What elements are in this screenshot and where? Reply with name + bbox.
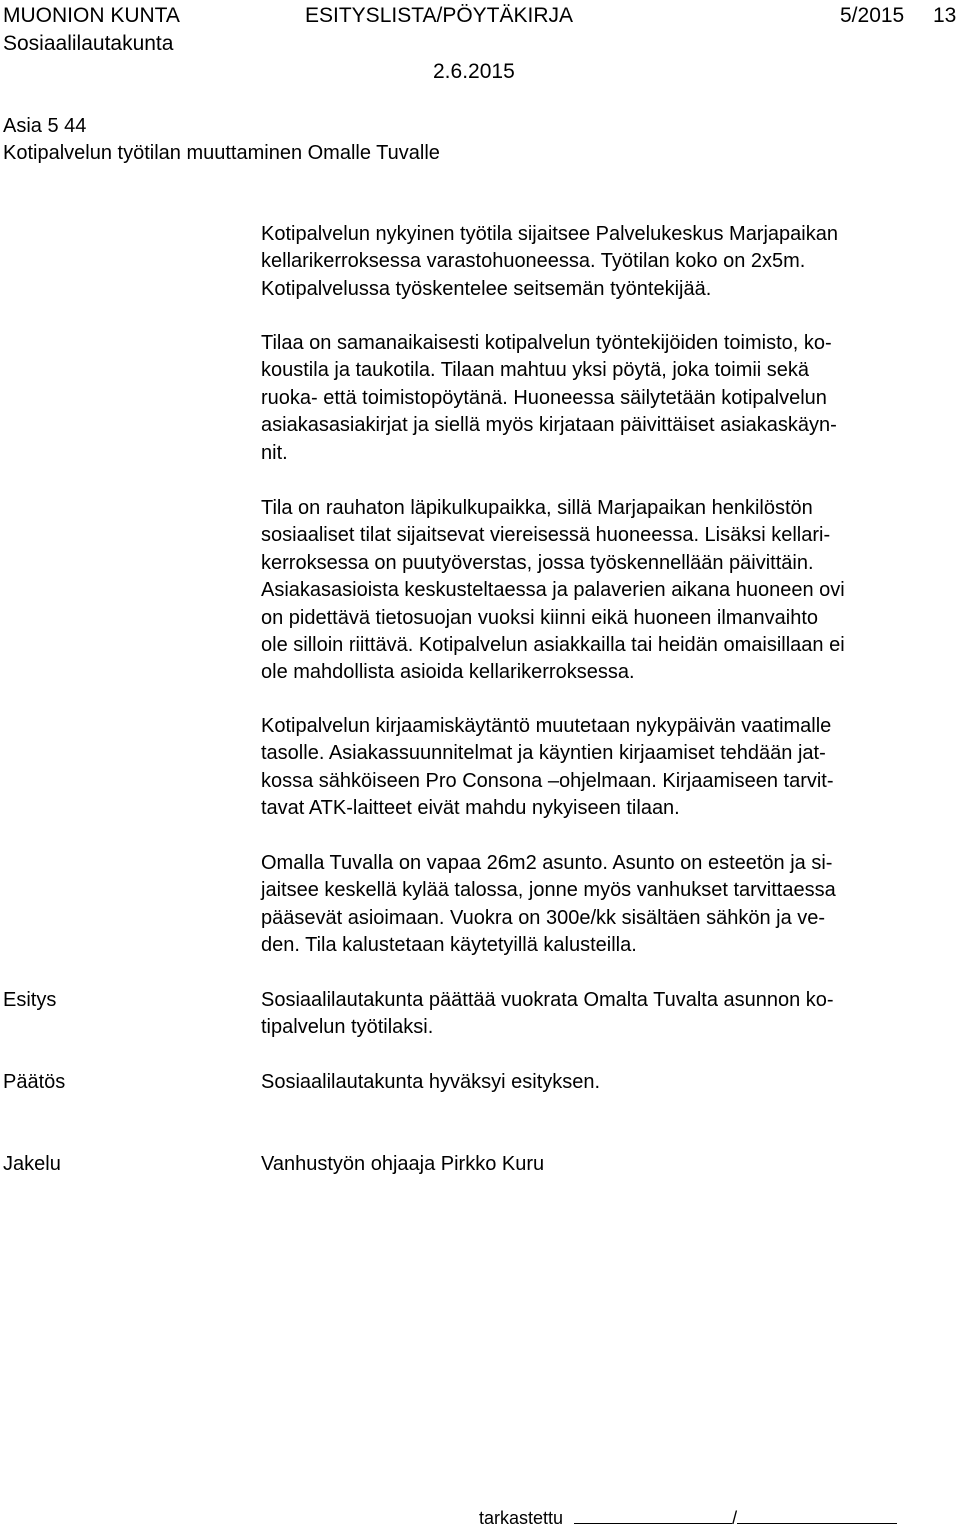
paragraph-line: tipalvelun työtilaksi. [261,1016,434,1039]
checked-label: tarkastettu [479,1508,564,1528]
paragraph-line: asiakasasiakirjat ja siellä myös kirjataan päivittäiset asiakaskäyn- [261,414,837,437]
paragraph-line: Asiakasasioista keskusteltaessa ja palaverien aikana huoneen ovi [261,579,845,602]
paragraph-line: Omalla Tuvalla on vapaa 26m2 asunto. Asunto on esteetön ja si- [261,852,833,874]
paragraph-line: tasolle. Asiakassuunnitelmat ja käyntien kirjaamiset tehdään jat- [261,742,826,765]
paragraph-line: kossa sähköiseen Pro Consona –ohjelmaan. Kirjaamiseen tarvit- [261,769,834,792]
paragraph-line: ole mahdollista asioida kellarikerroksessa. [261,661,635,684]
paatos-label: Päätös [3,1071,66,1093]
paragraph-current-space [261,221,951,303]
paragraph-line: on pidettävä tietosuojan vuoksi kiinni eikä huoneen ilmanvaihto [261,606,819,629]
item-title: Kotipalvelun työtilan muuttaminen Omalle Tuvalle [3,142,440,164]
paragraph-line: Kotipalvelun kirjaamiskäytäntö muutetaan nykypäivän vaatimalle [261,715,832,737]
paragraph-new-space [261,850,951,960]
paragraph-line: Kotipalvelun nykyinen työtila sijaitsee Palvelukeskus Marjapaikan [261,223,838,245]
checked-footer [479,1506,897,1530]
paragraph-line: Vanhustyön ohjaaja Pirkko Kuru [261,1153,545,1175]
paragraph-line: Kotipalvelussa työskentelee seitsemän työntekijää. [261,277,712,300]
paragraph-line: kellarikerroksessa varastohuoneessa. Työtilan koko on 2x5m. [261,250,806,273]
municipality-name: MUONION KUNTA [3,4,180,27]
meeting-date: 2.6.2015 [433,60,515,83]
paragraph-line: den. Tila kalustetaan käytetyillä kalusteilla. [261,934,637,957]
paragraph-line: ruoka- että toimistopöytänä. Huoneessa säilytetään kotipalvelun [261,386,827,409]
paragraph-line: sosiaaliset tilat sijaitsevat viereisessä huoneessa. Lisäksi kellari- [261,524,831,547]
paragraph-line: Sosiaalilautakunta hyväksyi esityksen. [261,1071,601,1093]
paragraph-line: koustila ja taukotila. Tilaan mahtuu yksi pöytä, joka toimii sekä [261,359,810,382]
paragraph-line: ole silloin riittävä. Kotipalvelun asiakkailla tai heidän omaisillaan ei [261,634,845,657]
paragraph-space-problems [261,495,951,687]
esitys-text [261,987,951,1042]
paragraph-line: tavat ATK-laitteet eivät mahdu nykyiseen tilaan. [261,797,680,820]
page-number: 13 [933,4,957,27]
committee-name: Sosiaalilautakunta [3,32,174,55]
initials-blank-1 [574,1507,732,1524]
paragraph-documentation [261,713,951,823]
paragraph-line: pääsevät asioimaan. Vuokra on 300e/kk sisältäen sähkön ja ve- [261,906,826,929]
paragraph-line: Sosiaalilautakunta päättää vuokrata Omalta Tuvalta asunnon ko- [261,989,834,1011]
issue-number: 5/2015 [840,4,905,27]
item-number: Asia 5 44 [3,115,87,137]
initials-blank-2 [737,1507,897,1524]
paragraph-line: jaitsee keskellä kylää talossa, jonne myös vanhukset tarvittaessa [261,879,836,902]
jakelu-label: Jakelu [3,1153,61,1175]
paragraph-line: kerroksessa on puutyöverstas, jossa työskennellään päivittäin. [261,551,814,574]
esitys-label: Esitys [3,989,57,1011]
paragraph-line: Tila on rauhaton läpikulkupaikka, sillä Marjapaikan henkilöstön [261,497,813,519]
paatos-text [261,1069,951,1096]
initials-separator: / [732,1508,738,1528]
paragraph-line: nit. [261,441,288,464]
jakelu-text [261,1151,951,1178]
document-type: ESITYSLISTA/PÖYTÄKIRJA [305,4,574,27]
paragraph-space-usage [261,330,951,467]
paragraph-line: Tilaa on samanaikaisesti kotipalvelun työntekijöiden toimisto, ko- [261,332,832,354]
